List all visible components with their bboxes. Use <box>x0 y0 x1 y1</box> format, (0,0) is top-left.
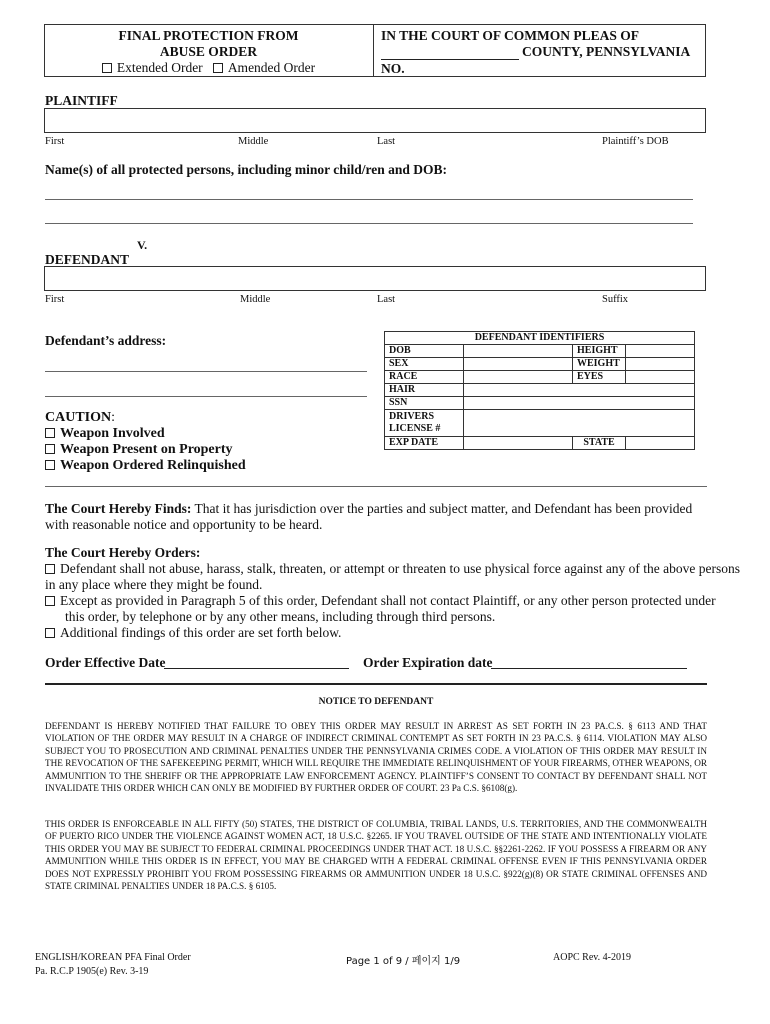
license-label: LICENSE # <box>389 423 441 434</box>
footer-revision: AOPC Rev. 4-2019 <box>553 952 631 963</box>
footer-form-name: ENGLISH/KOREAN PFA Final Order <box>35 952 191 963</box>
state-label: STATE <box>573 437 626 450</box>
court-orders-section <box>45 545 747 641</box>
sex-label: SEX <box>385 358 464 371</box>
defendant-first-label: First <box>45 294 65 305</box>
protected-persons-line-1[interactable] <box>45 199 693 200</box>
protected-persons-heading: Name(s) of all protected persons, including minor child/ren and DOB: <box>45 162 448 177</box>
drivers-license-label <box>385 410 464 437</box>
extended-order-label: Extended Order <box>116 60 203 75</box>
order-item-1 <box>45 561 747 593</box>
order-item-2-checkbox[interactable] <box>45 596 55 606</box>
defendant-name-field[interactable] <box>44 266 706 291</box>
order-item-3 <box>45 625 747 641</box>
defendant-address-line-1[interactable] <box>45 371 367 372</box>
plaintiff-first-label: First <box>45 136 65 147</box>
plaintiff-last-label: Last <box>377 136 396 147</box>
order-expiration-date-label: Order Expiration date <box>363 655 493 670</box>
amended-order-label: Amended Order <box>227 60 316 75</box>
order-item-1-text: Defendant shall not abuse, harass, stalk, threaten, or attempt or threaten to use physical force against any of the above persons in any place where they might be found. <box>45 561 741 592</box>
form-title <box>44 28 373 60</box>
dob-label: DOB <box>385 345 464 358</box>
court-finds-paragraph <box>45 501 710 533</box>
county-label: COUNTY, PENNSYLVANIA <box>522 44 691 59</box>
height-label: HEIGHT <box>573 345 626 358</box>
defendant-heading: DEFENDANT <box>45 252 130 267</box>
exp-date-field[interactable] <box>464 437 573 450</box>
height-field[interactable] <box>626 345 695 358</box>
extended-order-checkbox[interactable] <box>102 63 112 73</box>
hair-field[interactable] <box>464 384 695 397</box>
court-finds-text: That it has jurisdiction over the parties and subject matter, and Defendant has been provided with reasonable notice and opportunity to be heard. <box>45 501 693 532</box>
protected-persons-line-2[interactable] <box>45 223 693 224</box>
caution-title-text: CAUTION <box>45 410 112 425</box>
race-label: RACE <box>385 371 464 384</box>
order-item-2-text: Except as provided in Paragraph 5 of this order, Defendant shall not contact Plaintiff, or any other person protected under <box>60 593 716 608</box>
amended-order-checkbox[interactable] <box>213 63 223 73</box>
caution-colon: : <box>111 410 116 425</box>
section-divider-1 <box>45 486 707 487</box>
plaintiff-name-field[interactable] <box>44 108 706 133</box>
exp-date-label: EXP DATE <box>385 437 464 450</box>
header-divider <box>373 24 374 77</box>
caution-section <box>45 410 246 474</box>
plaintiff-middle-label: Middle <box>238 136 269 147</box>
notice-paragraph-1: DEFENDANT IS HEREBY NOTIFIED THAT FAILURE TO OBEY THIS ORDER MAY RESULT IN ARREST AS SET FORTH IN 23 PA.C.S. § 6113 AND THAT VIOLATION OF THE ORDER MAY RESULT IN A CHARGE OF INDIRECT CRIMINAL CONTEMPT AS SET FORTH IN 23 PA.C.S. § 6114. VIOLATION MAY ALSO SUBJECT YOU TO PROSECUTION AND CRIMINAL PENALTIES UNDER THE PENNSYLVANIA CRIMES CODE. A VIOLATION OF THIS ORDER MAY RESULT IN THE REVOCATION OF THE SAFEKEEPING PERMIT, WHICH WILL REQUIRE THE IMMEDIATE RELINQUISHMENT OF YOUR FIREARMS, OTHER WEAPONS, OR AMMUNITION TO THE SHERIFF OR THE APPROPRIATE LAW ENFORCEMENT AGENCY. PLAINTIFF’S CONSENT TO CONTACT BY DEFENDANT SHALL NOT INVALIDATE THIS ORDER WHICH CAN ONLY BE MODIFIED BY FURTHER ORDER OF COURT. 23 Pa C.S. §6108(g). <box>45 721 707 794</box>
state-field[interactable] <box>626 437 695 450</box>
order-item-2 <box>45 593 747 609</box>
weight-field[interactable] <box>626 358 695 371</box>
plaintiff-dob-label: Plaintiff’s DOB <box>602 136 669 147</box>
court-finds-label: The Court Hereby Finds: <box>45 501 192 516</box>
form-title-line2: ABUSE ORDER <box>159 44 258 59</box>
order-effective-date-label: Order Effective Date <box>45 655 166 670</box>
defendant-identifiers-table <box>384 331 695 450</box>
weapon-present-label: Weapon Present on Property <box>60 442 233 457</box>
drivers-label: DRIVERS <box>389 411 435 422</box>
identifiers-title: DEFENDANT IDENTIFIERS <box>385 332 695 345</box>
weight-label: WEIGHT <box>573 358 626 371</box>
weapon-involved-checkbox[interactable] <box>45 428 55 438</box>
caution-title <box>45 410 246 426</box>
weapon-present-checkbox[interactable] <box>45 444 55 454</box>
caution-item-weapon-relinquished <box>45 458 246 474</box>
versus-label: V. <box>137 238 148 252</box>
court-name: IN THE COURT OF COMMON PLEAS OF <box>381 28 640 43</box>
dob-field[interactable] <box>464 345 573 358</box>
weapon-involved-label: Weapon Involved <box>60 426 165 441</box>
eyes-field[interactable] <box>626 371 695 384</box>
order-effective-date-field[interactable] <box>164 654 349 669</box>
drivers-license-field[interactable] <box>464 410 695 437</box>
county-field[interactable] <box>381 44 519 60</box>
eyes-label: EYES <box>573 371 626 384</box>
footer-page-number: Page 1 of 9 / 페이지 1/9 <box>346 956 461 967</box>
order-expiration-date-field[interactable] <box>491 654 687 669</box>
form-title-line1: FINAL PROTECTION FROM <box>118 28 299 43</box>
defendant-last-label: Last <box>377 294 396 305</box>
section-divider-2 <box>45 683 707 685</box>
caution-item-weapon-involved <box>45 426 246 442</box>
weapon-relinquished-label: Weapon Ordered Relinquished <box>60 458 246 473</box>
race-field[interactable] <box>464 371 573 384</box>
ssn-field[interactable] <box>464 397 695 410</box>
order-item-1-checkbox[interactable] <box>45 564 55 574</box>
footer-rule: Pa. R.C.P 1905(e) Rev. 3-19 <box>35 966 149 977</box>
defendant-address-line-2[interactable] <box>45 396 367 397</box>
sex-field[interactable] <box>464 358 573 371</box>
defendant-address-label: Defendant’s address: <box>45 333 167 348</box>
notice-title: NOTICE TO DEFENDANT <box>318 697 434 707</box>
court-orders-label: The Court Hereby Orders: <box>45 545 201 560</box>
notice-paragraph-2: THIS ORDER IS ENFORCEABLE IN ALL FIFTY (50) STATES, THE DISTRICT OF COLUMBIA, TRIBAL LANDS, U.S. TERRITORIES, AND THE COMMONWEALTH OF PUERTO RICO UNDER THE VIOLENCE AGAINST WOMEN ACT, 18 U.S.C. §2265. IF YOU TRAVEL OUTSIDE OF THE STATE AND INTENTIONALLY VIOLATE THIS ORDER YOU MAY BE SUBJECT TO FEDERAL CRIMINAL PROCEEDINGS UNDER THAT ACT. 18 U.S.C. §§2261-2262. IF YOU POSSESS A FIREARM OR ANY AMMUNITION WHILE THIS ORDER IS IN EFFECT, YOU MAY BE CHARGED WITH A FEDERAL CRIMINAL OFFENSE EVEN IF THIS PENNSYLVANIA ORDER DOES NOT EXPRESSLY PROHIBIT YOU FROM POSSESSING FIREARMS OR AMMUNITION UNDER 18 U.S.C. §922(g)(8) OR STATE CRIMINAL OFFENSES AND STATE CRIMINAL PENALTIES UNDER 18 PA.C.S. § 6105. <box>45 819 707 892</box>
weapon-relinquished-checkbox[interactable] <box>45 460 55 470</box>
caution-item-weapon-present <box>45 442 246 458</box>
order-item-2-continued: this order, by telephone or by any other means, including through third persons. <box>65 609 496 624</box>
plaintiff-heading: PLAINTIFF <box>45 93 118 108</box>
defendant-middle-label: Middle <box>240 294 271 305</box>
hair-label: HAIR <box>385 384 464 397</box>
order-item-3-text: Additional findings of this order are set forth below. <box>60 625 342 640</box>
defendant-suffix-label: Suffix <box>602 294 629 305</box>
order-item-3-checkbox[interactable] <box>45 628 55 638</box>
ssn-label: SSN <box>385 397 464 410</box>
docket-number-label: NO. <box>381 61 405 76</box>
order-type-options <box>44 60 373 76</box>
